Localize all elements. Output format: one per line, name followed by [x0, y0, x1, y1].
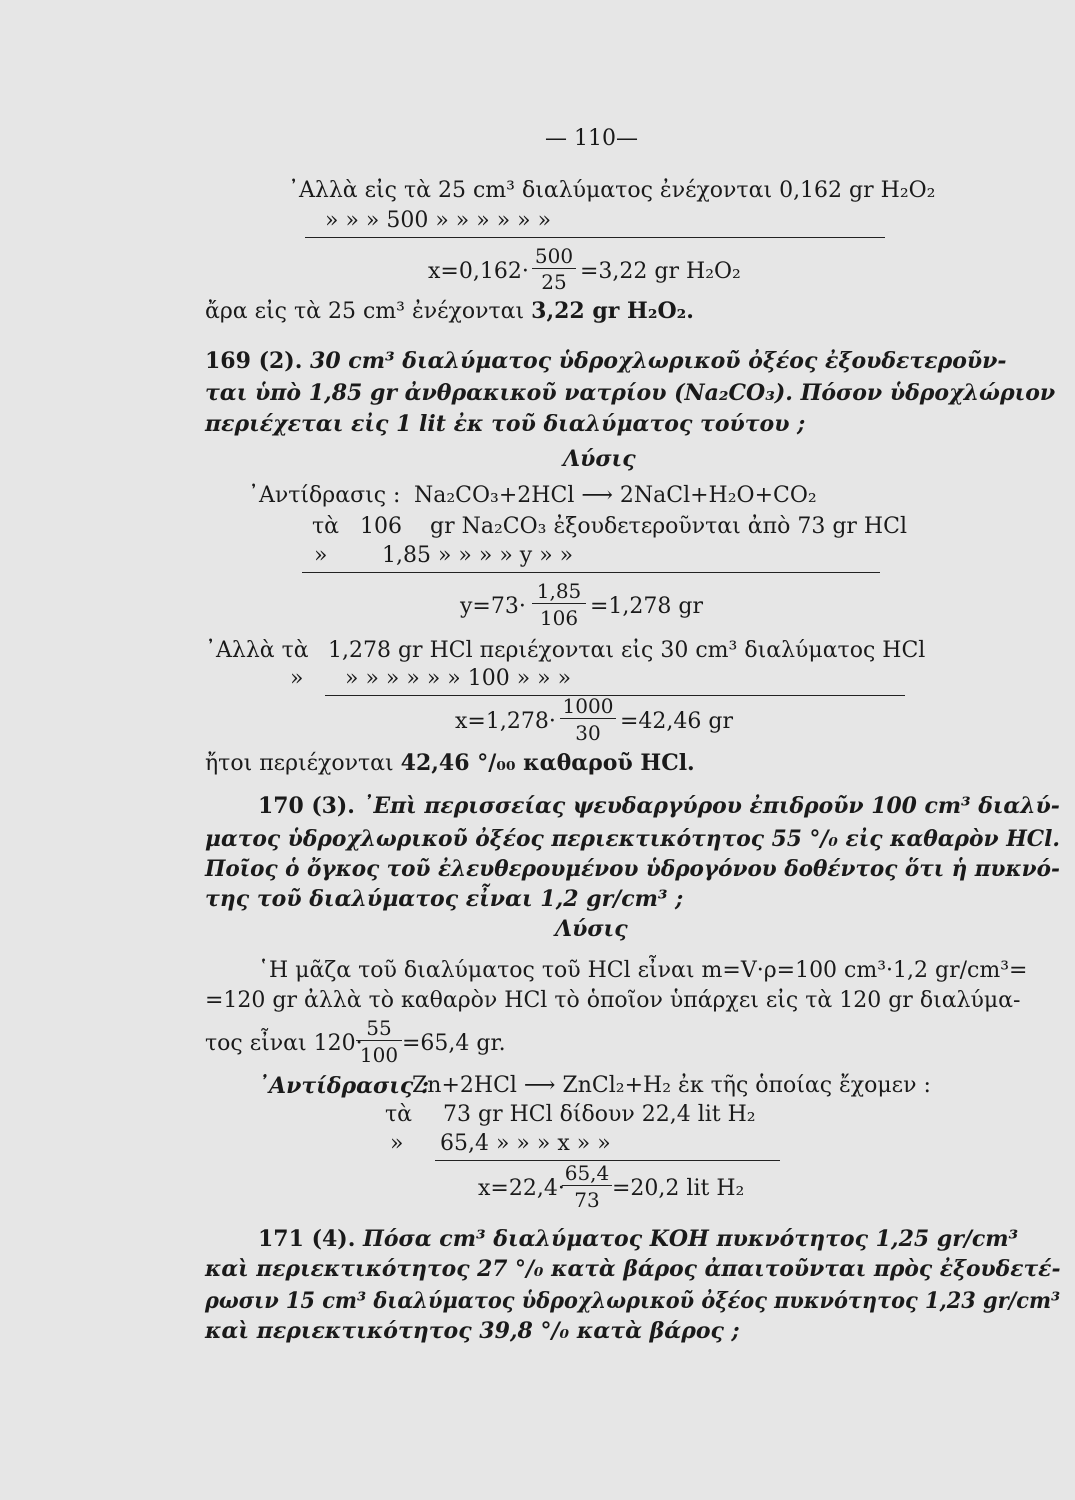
- ex169-fraction-bar-2: [560, 718, 616, 719]
- ex169-number: 169 (2).: [205, 348, 311, 374]
- ex169-rule-1: [302, 572, 880, 573]
- ex169-result-bold: 42,46 °/₀₀ καθαροῦ HCl.: [400, 750, 695, 776]
- ex170-solution-denominator: 100: [359, 1043, 399, 1067]
- ex169-calc-lhs: y=73·: [460, 594, 526, 619]
- ex170-fraction-bar-2: [562, 1185, 612, 1186]
- ex169-reaction-label: ᾿Αντίδρασις :: [248, 483, 401, 508]
- ex170-row1-b: 73 gr HCl δίδουν 22,4 lit H₂: [443, 1102, 756, 1127]
- ex170-row2-b: 65,4 » » » x » »: [440, 1131, 611, 1156]
- ex169-result-text: ἤτοι περιέχονται: [205, 751, 401, 776]
- ex171-number: 171 (4).: [258, 1226, 364, 1252]
- ex170-reaction: Zn+2HCl ⟶ ZnCl₂+H₂ ἐκ τῆς ὁποίας ἔχομεν :: [412, 1073, 931, 1098]
- ex169-row1-b: 106: [360, 514, 402, 539]
- ex168-line-1: ᾿Αλλὰ εἰς τὰ 25 cm³ διαλύματος ἐνέχονται 0,162 gr H₂O₂: [288, 178, 936, 203]
- ex169-calc2-lhs: x=1,278·: [455, 709, 556, 734]
- ex170-question-line-1: [258, 795, 1060, 818]
- ex169-calc-rhs: =1,278 gr: [590, 594, 704, 619]
- ex169-reaction: Na₂CO₃+2HCl ⟶ 2NaCl+H₂O+CO₂: [414, 483, 817, 508]
- ex170-solution-line-1: ῾Η μᾶζα τοῦ διαλύματος τοῦ HCl εἶναι m=V·ρ=100 cm³·1,2 gr/cm³=: [258, 958, 1028, 983]
- ex169-fraction-bar-1: [532, 603, 586, 604]
- ex171-question-line-2: καὶ περιεκτικότητος 27 °/₀ κατὰ βάρος ἀπαιτοῦνται πρὸς ἐξουδετέ-: [205, 1256, 1061, 1282]
- ex169-row1-c: gr Na₂CO₃ ἐξουδετεροῦνται ἀπὸ 73 gr HCl: [430, 514, 907, 539]
- ex169-solution-title: Λύσις: [563, 446, 636, 472]
- ex170-solution-numerator: 55: [366, 1016, 392, 1040]
- ex170-calc-denominator: 73: [574, 1188, 600, 1212]
- ex170-reaction-label: ᾿Αντίδρασις :: [258, 1073, 430, 1099]
- ex170-question-text-1: ᾿Επὶ περισσείας ψευδαργύρου ἐπιδροῦν 100 cm³ διαλύ-: [362, 793, 1060, 819]
- ex169-calc2-denominator: 30: [575, 721, 601, 745]
- ex170-number: 170 (3).: [258, 793, 363, 819]
- ex170-question-line-4: της τοῦ διαλύματος εἶναι 1,2 gr/cm³ ;: [205, 886, 684, 912]
- ex168-rule: [305, 237, 885, 238]
- ex169-calc-numerator: 1,85: [536, 579, 582, 603]
- ex170-calc-lhs: x=22,4·: [478, 1176, 565, 1201]
- ex168-fraction-bar: [532, 268, 576, 269]
- ex169-row3-a: ᾿Αλλὰ τὰ: [205, 638, 309, 663]
- ex168-result-bold: 3,22 gr H₂O₂.: [531, 298, 694, 324]
- ex170-fraction-bar-1: [356, 1040, 402, 1041]
- ex170-solution-line-2: =120 gr ἀλλὰ τὸ καθαρὸν HCl τὸ ὁποῖον ὑπάρχει εἰς τὰ 120 gr διαλύμα-: [205, 988, 1021, 1013]
- ex169-calc-denominator: 106: [539, 606, 579, 630]
- ex170-question-line-2: ματος ὑδροχλωρικοῦ ὀξέος περιεκτικότητος 55 °/₀ εἰς καθαρὸν HCl.: [205, 826, 1060, 852]
- ex168-calc-rhs: =3,22 gr H₂O₂: [580, 259, 741, 284]
- ex169-question-line-2: ται ὑπὸ 1,85 gr ἀνθρακικοῦ νατρίου (Na₂CO₃). Πόσον ὑδροχλώριον: [205, 380, 1056, 406]
- ex169-row3-b: 1,278 gr HCl περιέχονται εἰς 30 cm³ διαλύματος HCl: [328, 638, 926, 663]
- ex168-result: [205, 300, 694, 323]
- ex169-question-text-1: 30 cm³ διαλύματος ὑδροχλωρικοῦ ὀξέος ἐξουδετεροῦν-: [310, 348, 1007, 374]
- ex169-question-line-1: [205, 350, 1007, 373]
- ex168-line-2: » » » 500 » » » » » »: [325, 208, 552, 233]
- page-number: — 110—: [545, 126, 638, 151]
- ex171-question-line-4: καὶ περιεκτικότητος 39,8 °/₀ κατὰ βάρος ;: [205, 1318, 740, 1344]
- ex170-solution-title: Λύσις: [555, 916, 628, 942]
- ex169-question-line-3: περιέχεται εἰς 1 lit ἐκ τοῦ διαλύματος τούτου ;: [205, 411, 806, 437]
- ex170-calc-numerator: 65,4: [564, 1161, 610, 1185]
- ex171-question-line-3: ρωσιν 15 cm³ διαλύματος ὑδροχλωρικοῦ ὀξέος πυκνότητος 1,23 gr/cm³: [205, 1288, 1061, 1314]
- ex169-calc2-rhs: =42,46 gr: [620, 709, 734, 734]
- ex169-row4-a: »: [290, 666, 304, 691]
- ex171-question-text-1: Πόσα cm³ διαλύματος ΚΟΗ πυκνότητος 1,25 gr/cm³: [363, 1226, 1019, 1252]
- ex169-calc2-numerator: 1000: [562, 694, 614, 718]
- ex170-solution-line-3-lhs: τος εἶναι 120·: [205, 1031, 363, 1056]
- ex170-question-line-3: Ποῖος ὁ ὄγκος τοῦ ἐλευθερουμένου ὑδρογόνου δοθέντος ὅτι ἡ πυκνό-: [205, 856, 1060, 882]
- ex168-calc-lhs: x=0,162·: [428, 259, 529, 284]
- ex169-row2-b: 1,85 » » » » y » »: [382, 543, 574, 568]
- ex170-calc-rhs: =20,2 lit H₂: [612, 1176, 745, 1201]
- ex171-question-line-1: [258, 1228, 1018, 1251]
- ex168-calc-numerator: 500: [534, 244, 574, 268]
- ex169-row1-a: τὰ: [312, 514, 340, 539]
- ex168-result-text: ἄρα εἰς τὰ 25 cm³ ἐνέχονται: [205, 299, 532, 324]
- ex169-result: [205, 752, 695, 775]
- ex170-row2-a: »: [390, 1131, 404, 1156]
- ex168-calc-denominator: 25: [541, 270, 567, 294]
- ex170-row1-a: τὰ: [385, 1102, 413, 1127]
- ex169-row2-a: »: [314, 543, 328, 568]
- ex170-solution-line-3-rhs: =65,4 gr.: [402, 1031, 506, 1056]
- ex169-row4-b: » » » » » » 100 » » »: [345, 666, 572, 691]
